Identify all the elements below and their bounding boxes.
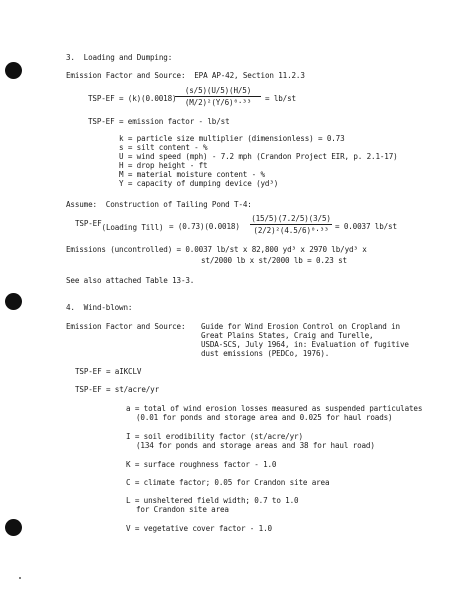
calc-denominator: (2/2)²(4.5/6)⁰·³³ bbox=[253, 226, 329, 235]
section-3-heading: 3. Loading and Dumping: bbox=[66, 53, 173, 62]
formula-lhs: TSP-EF = (k)(0.0018) bbox=[88, 94, 177, 103]
section-4-source-line-4: dust emissions (PEDCo, 1976). bbox=[201, 349, 330, 358]
see-also-line: See also attached Table 13-3. bbox=[66, 276, 195, 285]
definition-y: Y = capacity of dumping device (yd³) bbox=[119, 179, 279, 188]
emissions-line-2: st/2000 lb x st/2000 lb = 0.23 st bbox=[201, 256, 347, 265]
punch-hole-top bbox=[5, 62, 22, 79]
formula-denominator: (M/2)²(Y/6)⁰·³³ bbox=[184, 98, 252, 107]
section-4-heading: 4. Wind-blown: bbox=[66, 303, 133, 312]
calc-numerator: (15/5)(7.2/5)(3/5) bbox=[251, 214, 331, 223]
wind-definition-a-line-1: a = total of wind erosion losses measured as suspended particulates bbox=[126, 404, 423, 413]
wind-definition-k: K = surface roughness factor - 1.0 bbox=[126, 460, 277, 469]
section-3-source-line: Emission Factor and Source: EPA AP-42, Section 11.2.3 bbox=[66, 71, 305, 80]
calc-eq: = (0.73)(0.0018) bbox=[169, 222, 240, 231]
assumption-line: Assume: Construction of Tailing Pond T-4: bbox=[66, 200, 252, 209]
scan-speck bbox=[19, 577, 21, 579]
calc-lhs-label: TSP-EF bbox=[75, 219, 102, 228]
calc-lhs-subscript: (Loading Till) bbox=[101, 223, 164, 232]
wind-definition-a-line-2: (0.01 for ponds and storage area and 0.025 for haul roads) bbox=[136, 413, 393, 422]
section-4-source-line-2: Great Plains States, Craig and Turelle, bbox=[201, 331, 374, 340]
calc-rhs: = 0.0037 lb/st bbox=[335, 222, 397, 231]
section-4-source-label: Emission Factor and Source: bbox=[66, 322, 186, 331]
wind-definition-l-line-2: for Crandon site area bbox=[136, 505, 229, 514]
section-4-source-line-3: USDA-SCS, July 1964, in: Evaluation of fugitive bbox=[201, 340, 409, 349]
calc-fraction-bar bbox=[250, 224, 332, 225]
wind-definition-l-line-1: L = unsheltered field width; 0.7 to 1.0 bbox=[126, 496, 299, 505]
definition-u: U = wind speed (mph) - 7.2 mph (Crandon Project EIR, p. 2.1-17) bbox=[119, 152, 398, 161]
calc-lhs bbox=[75, 219, 164, 232]
definition-h: H = drop height - ft bbox=[119, 161, 208, 170]
formula-numerator: (s/5)(U/5)(H/5) bbox=[184, 86, 252, 95]
formula-fraction-bar bbox=[175, 96, 261, 97]
formula-rhs: = lb/st bbox=[265, 94, 296, 103]
definition-s: s = silt content - % bbox=[119, 143, 208, 152]
definition-m: M = material moisture content - % bbox=[119, 170, 265, 179]
punch-hole-middle bbox=[5, 293, 22, 310]
wind-definition-i-line-2: (134 for ponds and storage areas and 38 for haul road) bbox=[136, 441, 375, 450]
emissions-line-1: Emissions (uncontrolled) = 0.0037 lb/st x 82,800 yd³ x 2970 lb/yd³ x bbox=[66, 245, 367, 254]
tsp-ef-definition: TSP-EF = emission factor - lb/st bbox=[88, 117, 230, 126]
wind-definition-i-line-1: I = soil erodibility factor (st/acre/yr) bbox=[126, 432, 303, 441]
wind-equation-2: TSP-EF = st/acre/yr bbox=[75, 385, 160, 394]
wind-definition-c: C = climate factor; 0.05 for Crandon site area bbox=[126, 478, 330, 487]
section-4-source-line-1: Guide for Wind Erosion Control on Cropland in bbox=[201, 322, 400, 331]
punch-hole-bottom bbox=[5, 519, 22, 536]
wind-equation-1: TSP-EF = aIKCLV bbox=[75, 367, 142, 376]
definition-k: k = particle size multiplier (dimensionless) = 0.73 bbox=[119, 134, 345, 143]
wind-definition-v: V = vegetative cover factor - 1.0 bbox=[126, 524, 272, 533]
